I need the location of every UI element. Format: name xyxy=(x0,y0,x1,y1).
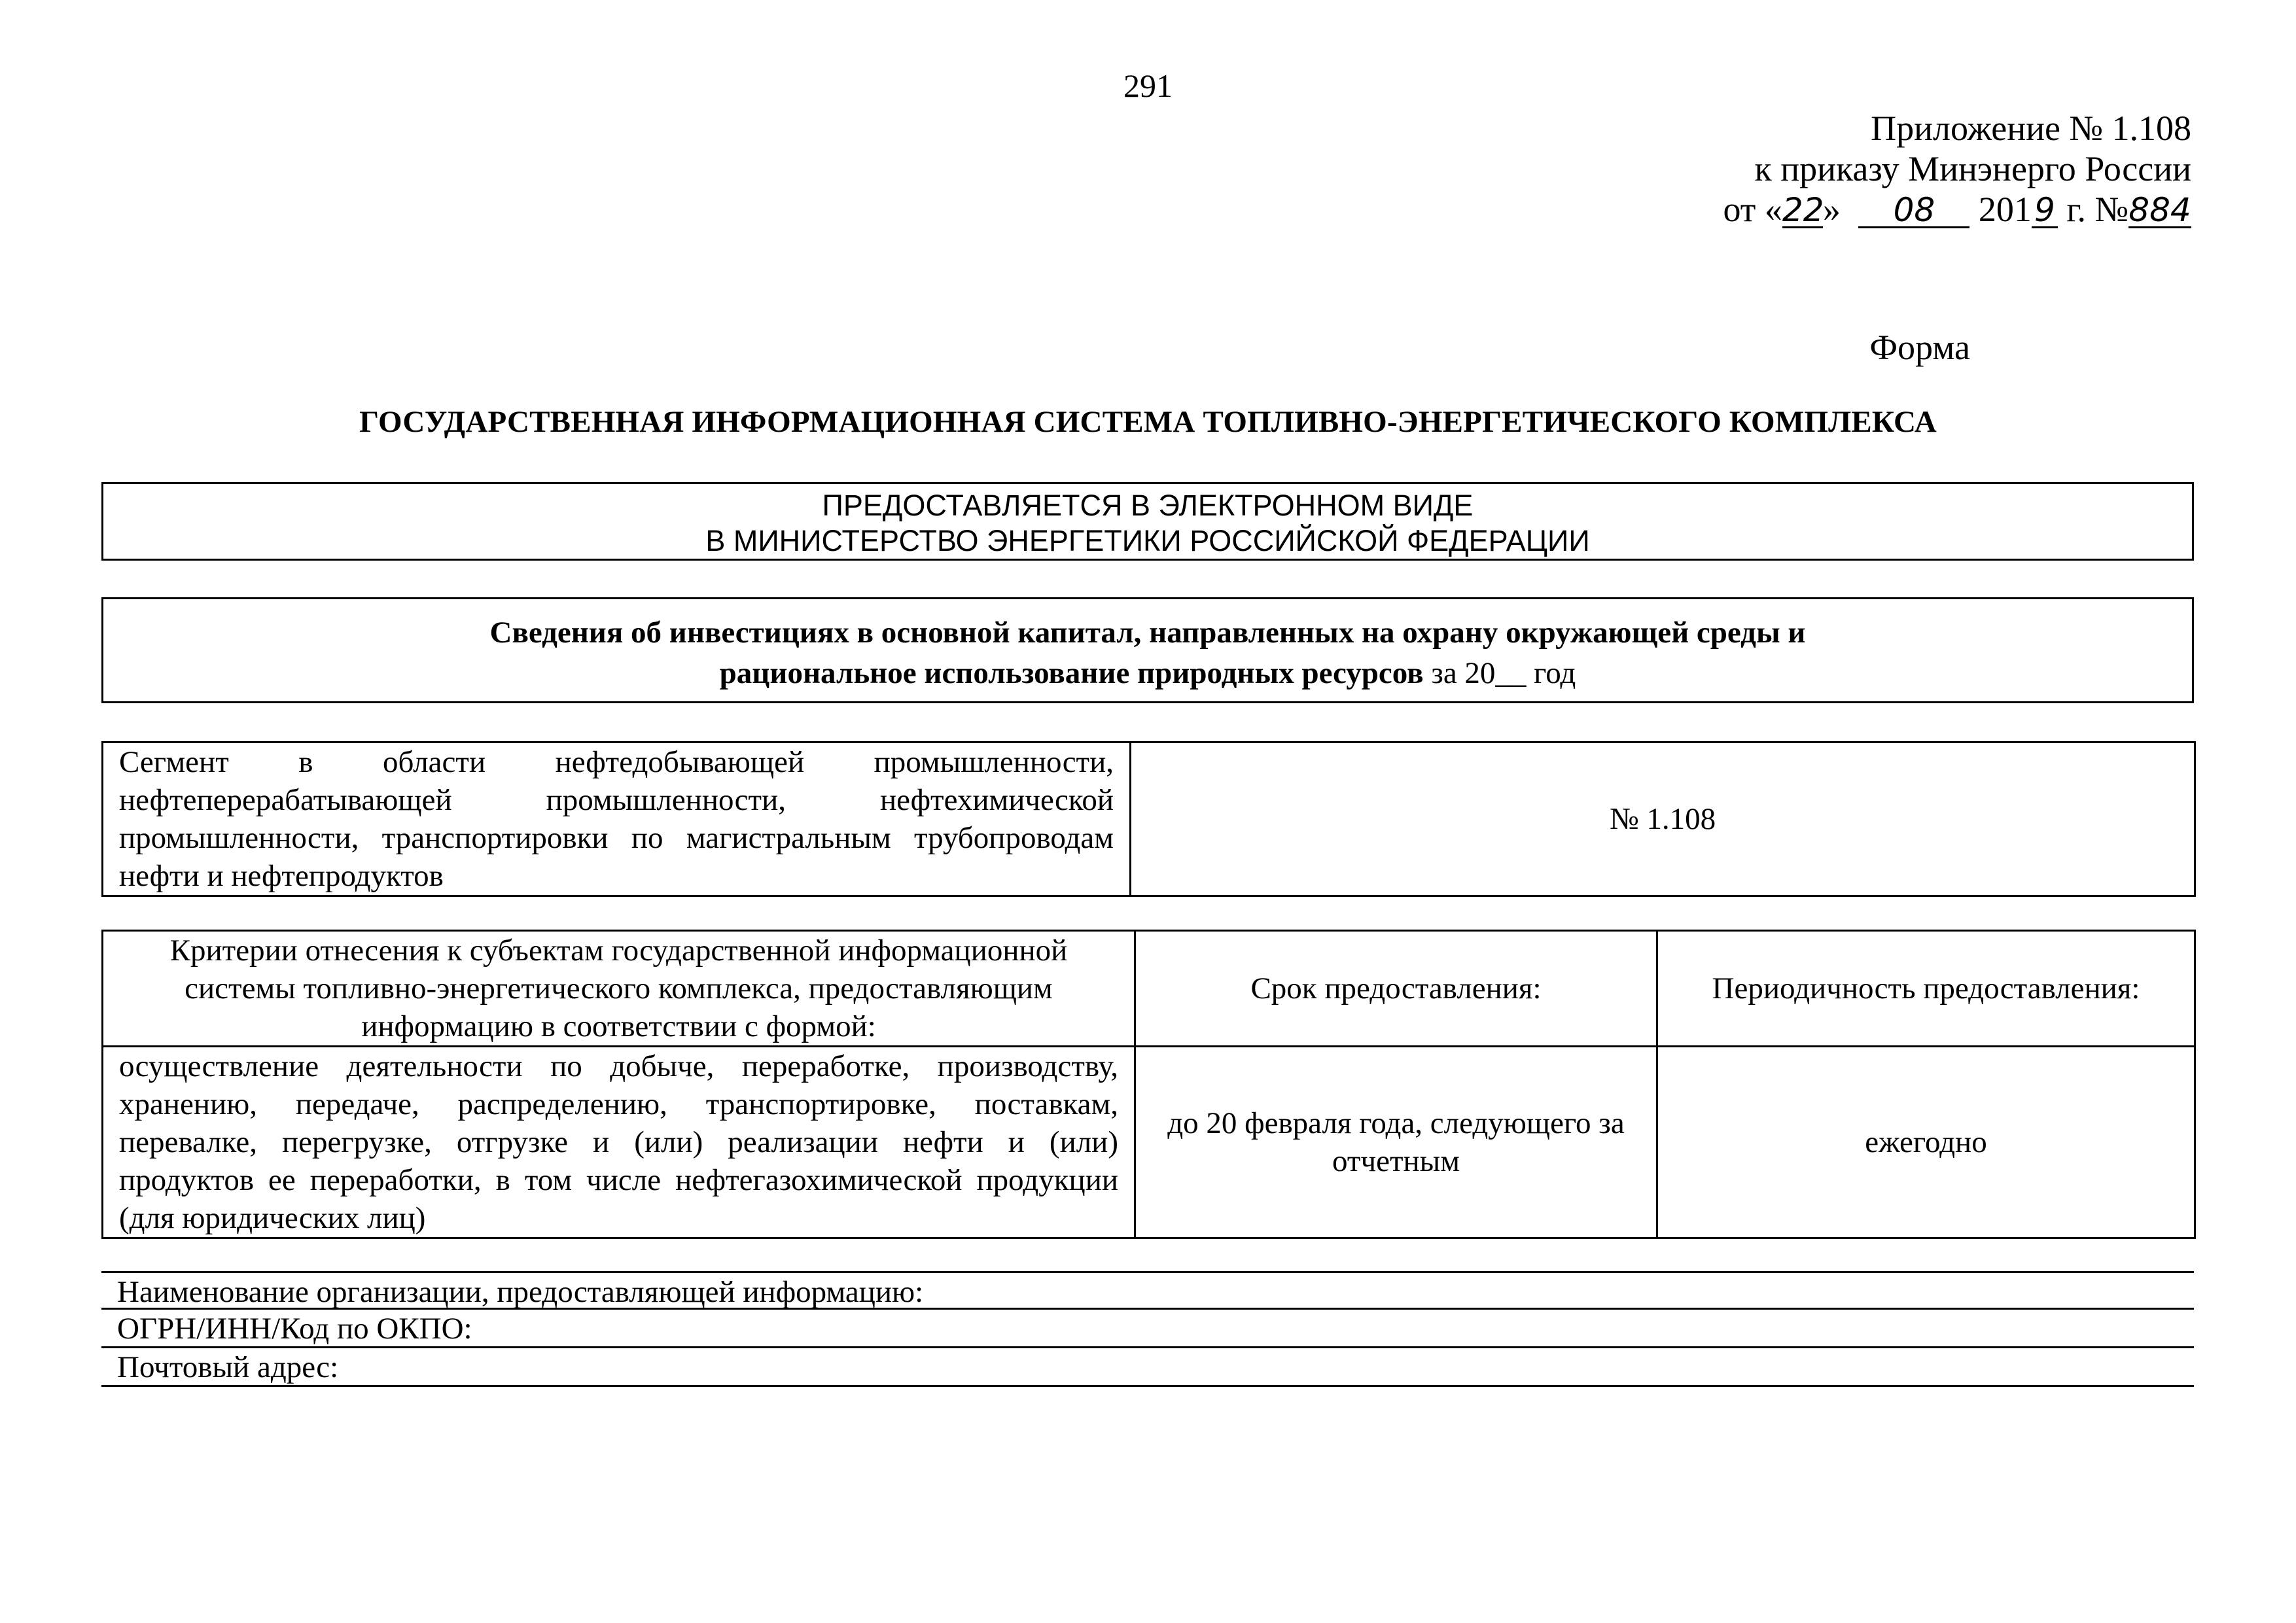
submission-line-2: В МИНИСТЕРСТВО ЭНЕРГЕТИКИ РОССИЙСКОЙ ФЕДЕРАЦИИ xyxy=(705,524,1590,557)
appendix-order-ref: к приказу Минэнерго России xyxy=(1754,149,2191,188)
handwritten-order-number: 884 xyxy=(2128,191,2191,229)
appendix-title: Приложение № 1.108 xyxy=(1871,109,2191,148)
report-title-line-2: рациональное использование природных ресурсов xyxy=(719,656,1424,690)
appendix-header xyxy=(1723,108,2191,230)
system-title: ГОСУДАРСТВЕННАЯ ИНФОРМАЦИОННАЯ СИСТЕМА ТОПЛИВНО-ЭНЕРГЕТИЧЕСКОГО КОМПЛЕКСА xyxy=(359,405,1937,439)
organization-fields xyxy=(101,1271,2194,1387)
table-header-row xyxy=(103,931,2195,1047)
header-periodicity: Периодичность предоставления: xyxy=(1657,931,2195,1047)
header-deadline: Срок предоставления: xyxy=(1135,931,1657,1047)
segment-description: Сегмент в области нефтедобывающей промышленности, нефтеперерабатывающей промышленности, нефтехимической промышленности, транспортировки по магистральным трубопроводам нефти и нефтепродуктов xyxy=(103,742,1131,896)
criteria-table xyxy=(101,930,2196,1239)
organization-name-field[interactable]: Наименование организации, предоставляющей информацию: xyxy=(101,1271,2194,1310)
page-number: 291 xyxy=(1123,67,1173,104)
handwritten-day: 22 xyxy=(1782,191,1824,229)
header-criteria: Критерии отнесения к субъектам государственной информационной системы топливно-энергетического комплекса, предоставляющим информацию в соответствии с формой: xyxy=(103,931,1135,1047)
report-title-year: за 20__ год xyxy=(1423,656,1576,690)
table-row xyxy=(103,1047,2195,1238)
report-title-line-1: Сведения об инвестициях в основной капитал, направленных на охрану окружающей среды и xyxy=(489,616,1806,650)
report-title-box xyxy=(101,597,2194,703)
year-prefix: 201 xyxy=(1978,190,2032,229)
ogrn-inn-okpo-field[interactable]: ОГРН/ИНН/Код по ОКПО: xyxy=(101,1310,2194,1348)
date-close-quote: » xyxy=(1822,190,1841,229)
periodicity-cell: ежегодно xyxy=(1657,1047,2195,1238)
segment-row xyxy=(103,742,2195,896)
submission-box xyxy=(101,482,2194,561)
segment-table xyxy=(101,741,2196,897)
deadline-cell: до 20 февраля года, следующего за отчетным xyxy=(1135,1047,1657,1238)
form-number: № 1.108 xyxy=(1131,742,2195,896)
form-label: Форма xyxy=(1869,328,1970,367)
postal-address-field[interactable]: Почтовый адрес: xyxy=(101,1348,2194,1387)
date-prefix: от « xyxy=(1723,190,1782,229)
handwritten-month: 08 xyxy=(1858,194,1969,228)
order-number-label: г. № xyxy=(2066,190,2128,229)
criteria-cell: осуществление деятельности по добыче, переработке, производству, хранению, передаче, распределению, транспортировке, поставкам, перевалке, перегрузке, отгрузке и (или) реализации нефти и (или) продуктов ее переработки, в том числе нефтегазохимической продукции (для юридических лиц) xyxy=(103,1047,1135,1238)
appendix-date-line xyxy=(1723,189,2191,230)
handwritten-year-digit: 9 xyxy=(2032,194,2058,228)
submission-line-1: ПРЕДОСТАВЛЯЕТСЯ В ЭЛЕКТРОННОМ ВИДЕ xyxy=(822,489,1474,522)
